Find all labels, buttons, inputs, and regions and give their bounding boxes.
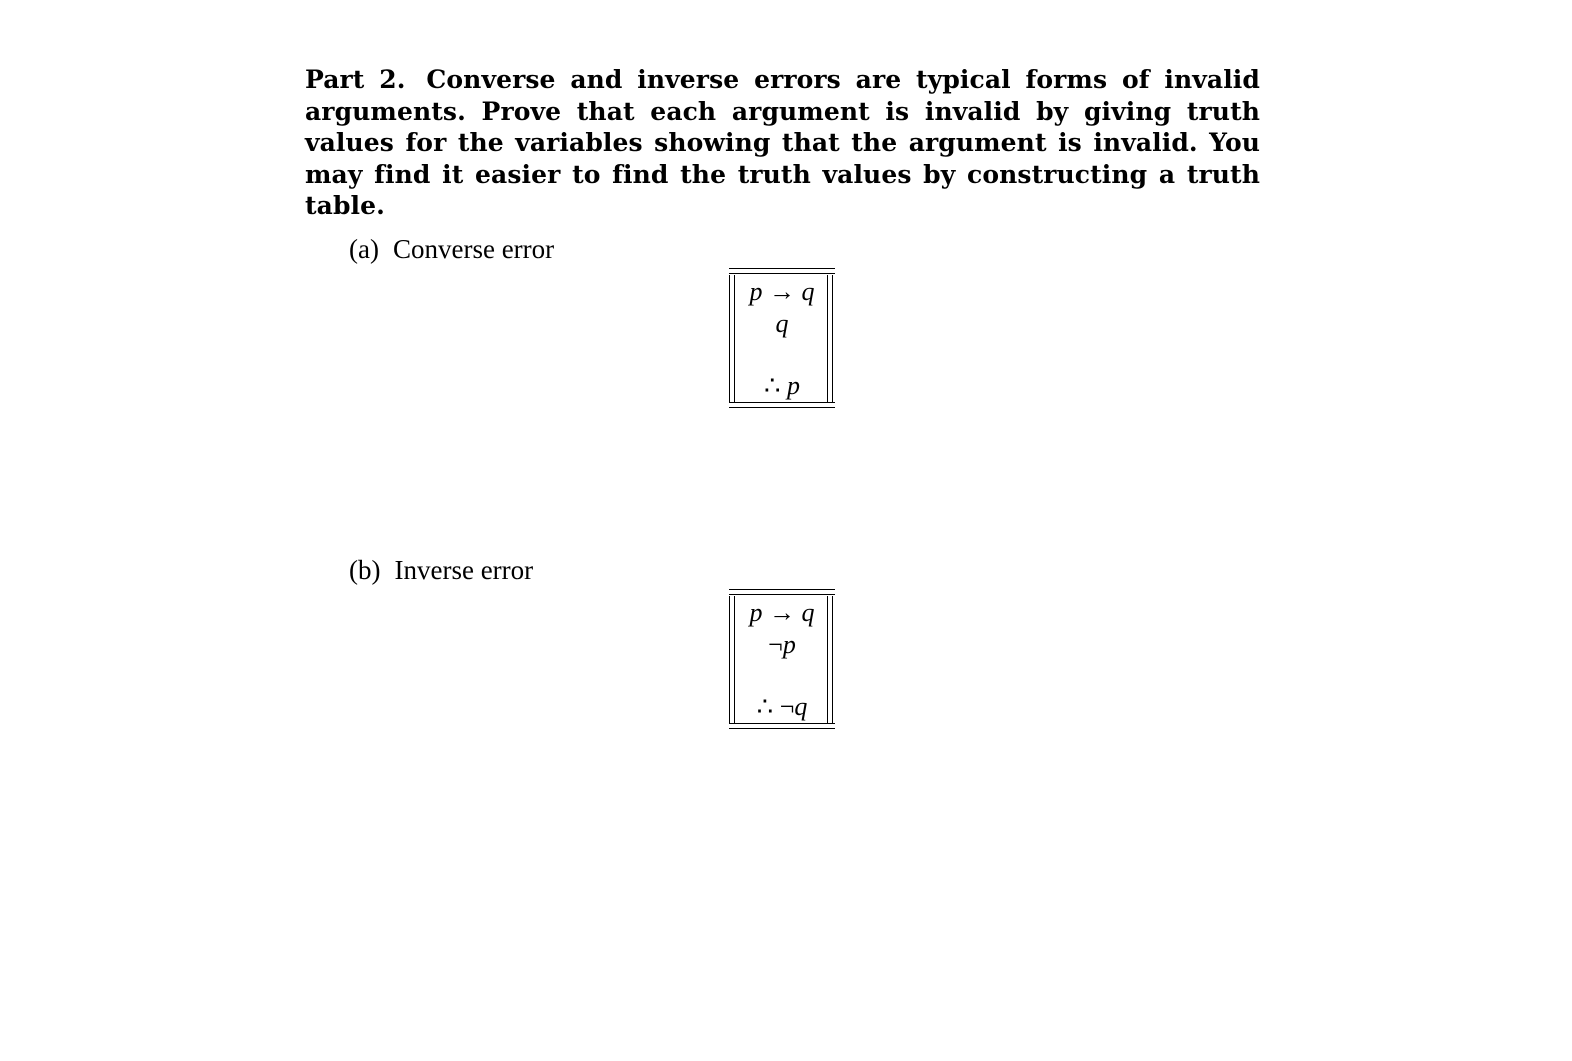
therefore-symbol: ∴ (756, 692, 774, 721)
top-rule-inner (729, 273, 835, 274)
item-b-title: Inverse error (394, 555, 534, 585)
premise-1-antecedent: p (749, 277, 763, 306)
item-b-heading (349, 554, 533, 586)
premise-1-consequent: q (801, 598, 815, 627)
negation-symbol: ¬ (779, 692, 795, 721)
premise-2-variable: p (782, 630, 796, 659)
conclusion (729, 693, 835, 721)
conclusion-variable: q (794, 692, 808, 721)
top-rule-outer (729, 589, 835, 590)
item-a-title: Converse error (392, 234, 555, 264)
therefore-symbol: ∴ (763, 371, 781, 400)
premise-2-variable: q (775, 309, 789, 338)
part-label: Part 2. (305, 65, 406, 94)
argument-box-a (729, 268, 835, 410)
premise-1 (729, 278, 835, 306)
top-rule-inner (729, 594, 835, 595)
premise-2 (729, 631, 835, 659)
bottom-rule-outer (729, 407, 835, 408)
item-a-heading (349, 233, 554, 265)
bottom-rule-outer (729, 728, 835, 729)
top-rule-outer (729, 268, 835, 269)
bottom-rule-inner (729, 402, 835, 403)
problem-statement (305, 64, 1260, 222)
premise-1-consequent: q (801, 277, 815, 306)
bottom-rule-inner (729, 723, 835, 724)
problem-text: Converse and inverse errors are typical forms of invalid arguments. Prove that each argument is invalid by giving truth values for the variables showing that the argument is invalid. You may find it easier to find the truth values by constructing a truth table. (305, 65, 1260, 220)
item-a-label: (a) (349, 234, 379, 264)
implies-symbol: → (769, 277, 795, 306)
negation-symbol: ¬ (768, 630, 783, 659)
conclusion-variable: p (787, 371, 801, 400)
argument-box-b (729, 589, 835, 731)
conclusion (729, 372, 835, 400)
premise-1 (729, 599, 835, 627)
implies-symbol: → (769, 598, 795, 627)
premise-2 (729, 310, 835, 338)
premise-1-antecedent: p (749, 598, 763, 627)
item-b-label: (b) (349, 555, 381, 585)
